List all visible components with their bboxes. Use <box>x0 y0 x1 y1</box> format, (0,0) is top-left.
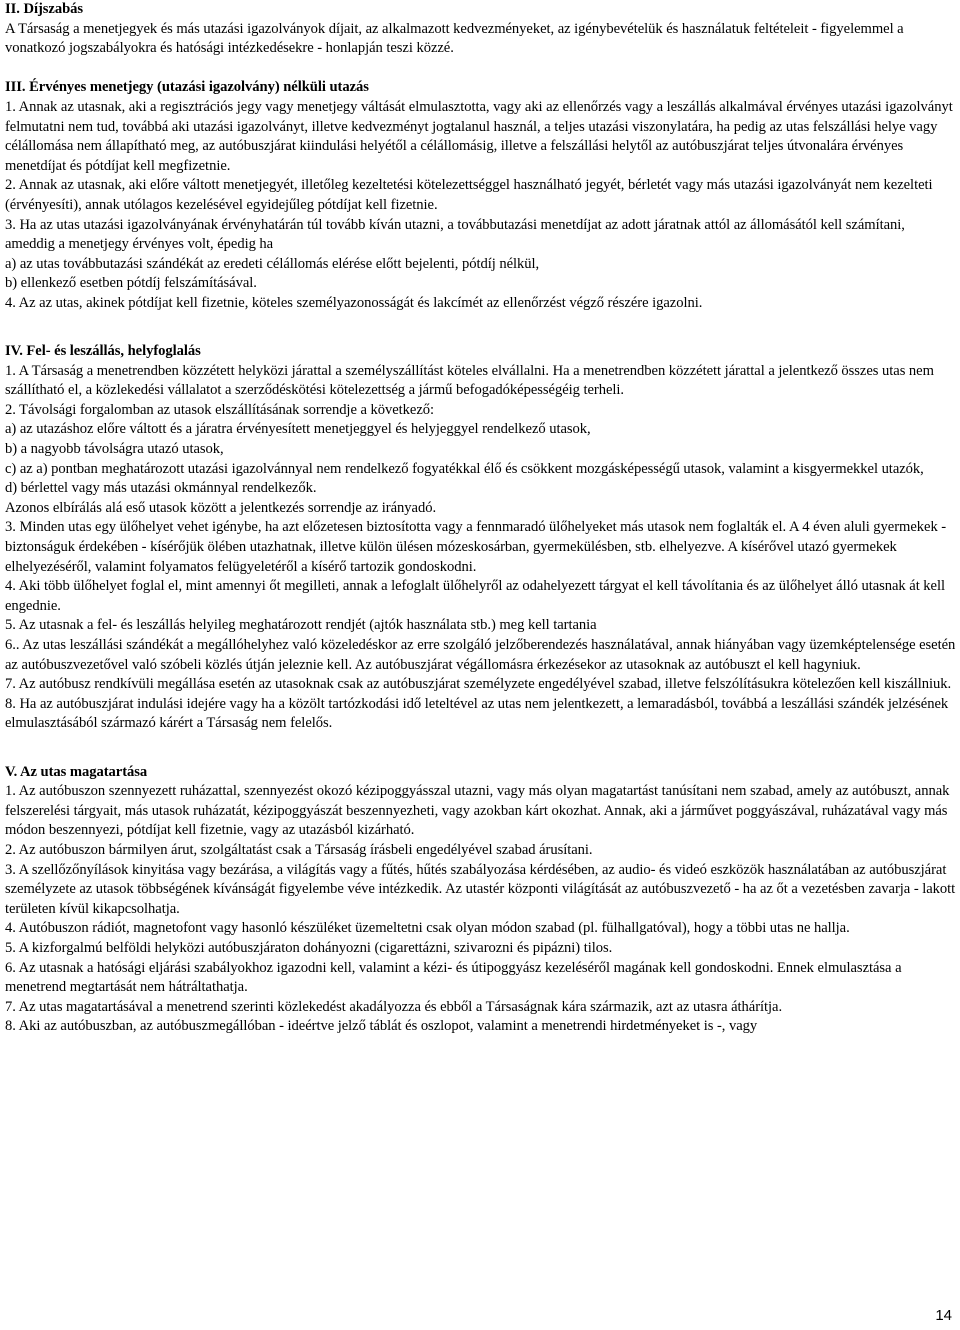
section-utas-magatartasa <box>5 763 957 1037</box>
paragraph: A Társaság a menetjegyek és más utazási igazolványok díjait, az alkalmazott kedvezményeket, az igénybevételük és használatuk feltételeit - figyelemmel a vonatkozó jogszabályokra és hatósági intézkedésekre - honlapján teszi közzé. <box>5 20 904 57</box>
document-page <box>5 0 957 1037</box>
paragraph: 7. Az utas magatartásával a menetrend szerinti közlekedést akadályozza és ebből a Társaságnak kára származik, azt az utasra áthárítja. <box>5 998 783 1015</box>
paragraph: Azonos elbírálás alá eső utasok között a jelentkezés sorrendje az irányadó. <box>5 499 437 516</box>
paragraph: 1. A Társaság a menetrendben közzétett helyközi járattal a személyszállítást köteles elvállalni. Ha a menetrendben közzétett járattal a jelentkező összes utas nem szállítható el, a közlekedési vállalatot a szerződéskötési kötelezettség a jármű befogadóképességéig terheli. <box>5 362 934 399</box>
paragraph: 5. Az utasnak a fel- és leszállás helyileg meghatározott rendjét (ajtók használata stb.) meg kell tartania <box>5 617 597 634</box>
paragraph: 3. Minden utas egy ülőhelyet vehet igénybe, ha azt előzetesen biztosította vagy a fennmaradó ülőhelyeket más utasok nem foglalták el. A 4 éven aluli gyermekek - biztonságuk érdekében - kísérőjük ölében utazhatnak, illetve külön ülésen mózeskosárban, gyermekülésben, stb. elhelyezve. A kísérővel utazó gyermekek elhelyezéséről, valamint folyamatos felügyeletéről a kísérő tartozik gondoskodni. <box>5 519 947 575</box>
paragraph: 7. Az autóbusz rendkívüli megállása esetén az utasoknak csak az autóbuszjárat személyzete engedélyével szabad, illetve felszólításukra kötelezően kell kiszállniuk. <box>5 676 952 693</box>
paragraph: 8. Ha az autóbuszjárat indulási idejére vagy ha a közölt tartózkodási idő leteltével az utas nem jelentkezett, a lemaradásból, továbbá a leszállási szándék jelzésének elmulasztásából származó kárért a Társaság nem felelős. <box>5 695 949 732</box>
spacer <box>5 754 957 763</box>
spacer <box>5 59 957 79</box>
paragraph: 6.. Az utas leszállási szándékát a megállóhelyhez való közeledéskor az erre szolgáló jelzőberendezés használatával, annak hiányában vagy üzemképtelensége esetén az autóbuszvezetővel való szóbeli közlés útján jeleznie kell. Az autóbuszjárat végállomásra érkezésekor az utasoknak az autóbuszt el kell hagyniuk. <box>5 637 956 673</box>
paragraph: 2. Távolsági forgalomban az utasok elszállításának sorrendje a következő: <box>5 401 435 418</box>
spacer <box>5 734 957 754</box>
section-ervenyes-menetjegy <box>5 78 957 313</box>
section-dijszabas <box>5 0 957 59</box>
section-heading: III. Érvényes menetjegy (utazási igazolvány) nélküli utazás <box>5 79 369 96</box>
section-heading: II. Díjszabás <box>5 1 84 17</box>
paragraph: 6. Az utasnak a hatósági eljárási szabályokhoz igazodni kell, valamint a kézi- és útipoggyász kezeléséről magának kell gondoskodni. Ennek elmulasztása a menetrend megtartását nem hátráltathatja. <box>5 959 902 996</box>
paragraph: b) ellenkező esetben pótdíj felszámításával. <box>5 275 257 292</box>
paragraph: 4. Aki több ülőhelyet foglal el, mint amennyi őt megilleti, annak a lefoglalt ülőhelyről az odahelyezett tárgyat el kell távolítania és az ülőhelyet álló utasnak át kell engednie. <box>5 578 945 614</box>
section-heading: IV. Fel- és leszállás, helyfoglalás <box>5 343 201 360</box>
paragraph: 2. Annak az utasnak, aki előre váltott menetjegyét, illetőleg kezeltetési kötelezettséggel használható jegyét, bérletét vagy más utazási igazolványát nem kezelteti (érvényesíti), annak utólagos kezelésével egyidejűleg pótdíjat kell fizetnie. <box>5 177 933 213</box>
paragraph: d) bérlettel vagy más utazási okmánnyal rendelkezők. <box>5 480 317 497</box>
paragraph: b) a nagyobb távolságra utazó utasok, <box>5 441 224 458</box>
paragraph: 1. Az autóbuszon szennyezett ruházattal, szennyezést okozó kézipoggyásszal utazni, vagy más olyan magatartást tanúsítani nem szabad, amely az autóbuszt, annak felszerelési tárgyait, más utasok ruházatát, kézipoggyászát beszennyezheti, vagy azokban kárt okozhat. Annak, aki a járművet poggyászával, ruházatával vagy más módon beszennyezi, pótdíjat kell fizetnie, vagy az utazásból kizárható. <box>5 783 950 839</box>
paragraph: 5. A kizforgalmú belföldi helyközi autóbuszjáraton dohányozni (cigarettázni, szivarozni és pipázni) tilos. <box>5 939 613 956</box>
spacer <box>5 314 957 334</box>
paragraph: 2. Az autóbuszon bármilyen árut, szolgáltatást csak a Társaság írásbeli engedélyével szabad árusítani. <box>5 841 593 858</box>
paragraph: c) az a) pontban meghatározott utazási igazolvánnyal nem rendelkező fogyatékkal élő és csökkent mozgásképességű utasok, valamint a kisgyermekkel utazók, <box>5 460 924 477</box>
paragraph: 4. Az az utas, akinek pótdíjat kell fizetnie, köteles személyazonosságát és lakcímét az ellenőrzést végző részére igazolni. <box>5 294 703 311</box>
paragraph: 1. Annak az utasnak, aki a regisztrációs jegy vagy menetjegy váltását elmulasztotta, vagy aki az ellenőrzés vagy a leszállás alkalmával érvényes utazási igazolványt felmutatni nem tud, továbbá aki utazási igazolványt, illetve kedvezményt jogtalanul használ, a teljes utazási viszonylatára, ha pedig az utas felszállási helye vagy célállomása nem állapítható meg, az autóbuszjárat kiindulási helyétől a célállomásig, illetve a felszállási helytől az autóbuszjárat teljes útvonalára érvényes menetdíjat és pótdíjat kell megfizetnie. <box>5 98 953 174</box>
paragraph: a) az utazáshoz előre váltott és a járatra érvényesített menetjeggyel és helyjeggyel rendelkező utasok, <box>5 421 591 438</box>
paragraph: a) az utas továbbutazási szándékát az eredeti célállomás elérése előtt bejelenti, pótdíj nélkül, <box>5 255 540 272</box>
section-heading: V. Az utas magatartása <box>5 763 148 780</box>
paragraph: 8. Aki az autóbuszban, az autóbuszmegállóban - ideértve jelző táblát és oszlopot, valamint a menetrendi hirdetményeket is -, vagy <box>5 1018 758 1035</box>
page-number: 14 <box>935 1307 952 1324</box>
paragraph: 3. Ha az utas utazási igazolványának érvényhatárán túl tovább kíván utazni, a továbbutazási menetdíjat az adott járatnak attól az állomásától kell számítani, ameddig a menetjegy érvényes volt, épedig ha <box>5 216 905 253</box>
section-fel-es-leszallas <box>5 342 957 734</box>
spacer <box>5 333 957 342</box>
paragraph: 4. Autóbuszon rádiót, magnetofont vagy hasonló készüléket üzemeltetni csak olyan módon szabad (pl. fülhallgatóval), hogy a többi utas ne hallja. <box>5 920 850 937</box>
paragraph: 3. A szellőzőnyílások kinyitása vagy bezárása, a világítás vagy a fűtés, hűtés szabályozása kérdésében, az audio- és videó eszközök használatában az autóbuszjárat személyzete az utasok többségének kívánságát figyelembe véve intézkedik. Az utastér központi világítását az autóbuszvezető - ha az őt a vezetésben zavarja - lakott területen kívül kikapcsolhatja. <box>5 861 956 917</box>
